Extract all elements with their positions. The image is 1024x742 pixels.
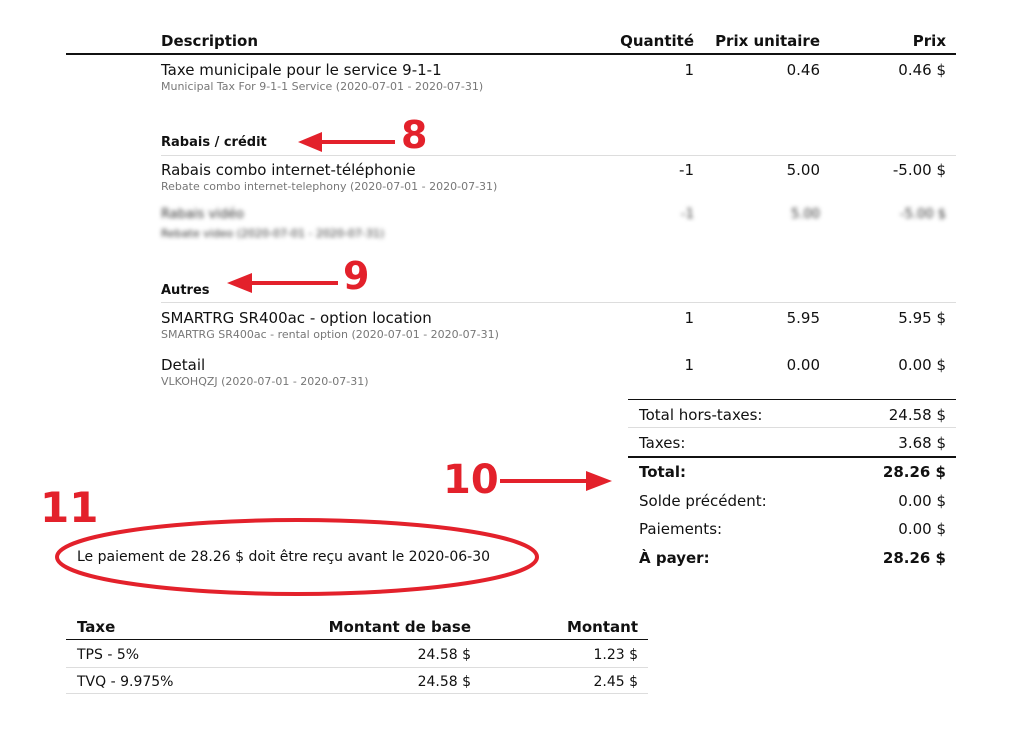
header-price: Prix <box>912 32 946 50</box>
item-title: Rabais combo internet-téléphonie <box>161 161 416 179</box>
section-title-other: Autres <box>161 283 210 298</box>
annotation-label-11: 11 <box>40 483 99 532</box>
item-unit-price: 5.00 <box>786 161 820 179</box>
item-qty: 1 <box>684 309 694 327</box>
tax-base: 24.58 $ <box>417 647 471 663</box>
payments-value: 0.00 $ <box>898 520 946 538</box>
item-subtitle: Municipal Tax For 9-1-1 Service (2020-07-01 - 2020-07-31) <box>161 80 484 93</box>
item-subtitle: SMARTRG SR400ac - rental option (2020-07-01 - 2020-07-31) <box>161 328 499 341</box>
item-qty: -1 <box>679 161 694 179</box>
item-price: 0.00 $ <box>898 356 946 374</box>
annotation-label-9: 9 <box>343 254 370 298</box>
tax-header-amount: Montant <box>566 618 638 636</box>
previous-balance-label: Solde précédent: <box>639 492 767 510</box>
total-value: 28.26 $ <box>882 463 946 481</box>
item-title: Rabais vidéo <box>161 207 244 222</box>
section-title-rebate: Rabais / crédit <box>161 135 267 150</box>
subtotal-value: 24.58 $ <box>888 406 946 424</box>
item-title: Detail <box>161 356 206 374</box>
annotation-arrow-8 <box>298 132 395 152</box>
annotation-label-8: 8 <box>401 113 428 157</box>
tax-name: TVQ - 9.975% <box>77 674 174 690</box>
previous-balance-value: 0.00 $ <box>898 492 946 510</box>
header-unit-price: Prix unitaire <box>715 32 820 50</box>
item-subtitle: VLKOHQZJ (2020-07-01 - 2020-07-31) <box>161 375 369 388</box>
tax-header-base: Montant de base <box>328 618 471 636</box>
item-subtitle: Rebate combo internet-telephony (2020-07-01 - 2020-07-31) <box>161 180 498 193</box>
annotation-ellipse-11 <box>57 520 537 594</box>
taxes-label: Taxes: <box>639 434 686 452</box>
item-title: Taxe municipale pour le service 9-1-1 <box>161 61 442 79</box>
item-qty: 1 <box>684 356 694 374</box>
subtotal-label: Total hors-taxes: <box>639 406 763 424</box>
taxes-value: 3.68 $ <box>898 434 946 452</box>
tax-name: TPS - 5% <box>77 647 140 663</box>
amount-due-value: 28.26 $ <box>882 549 946 567</box>
header-description: Description <box>161 32 259 50</box>
item-unit-price: 5.95 <box>786 309 820 327</box>
item-unit-price: 5.00 <box>791 207 820 222</box>
total-label: Total: <box>639 463 686 481</box>
item-price: -5.00 $ <box>899 207 946 222</box>
payments-label: Paiements: <box>639 520 723 538</box>
item-price: 0.46 $ <box>898 61 946 79</box>
annotation-arrow-9 <box>227 273 338 293</box>
tax-amount: 2.45 $ <box>593 674 638 690</box>
item-subtitle: Rebate video (2020-07-01 - 2020-07-31) <box>161 227 385 240</box>
item-title: SMARTRG SR400ac - option location <box>161 309 432 327</box>
payment-notice: Le paiement de 28.26 $ doit être reçu avant le 2020-06-30 <box>77 549 491 565</box>
item-unit-price: 0.46 <box>786 61 820 79</box>
header-quantity: Quantité <box>620 32 694 50</box>
item-unit-price: 0.00 <box>786 356 820 374</box>
tax-header-name: Taxe <box>77 618 116 636</box>
tax-amount: 1.23 $ <box>593 647 638 663</box>
item-price: 5.95 $ <box>898 309 946 327</box>
amount-due-label: À payer: <box>639 549 710 567</box>
item-qty: -1 <box>681 207 694 222</box>
annotation-label-10: 10 <box>443 457 499 503</box>
tax-base: 24.58 $ <box>417 674 471 690</box>
item-qty: 1 <box>684 61 694 79</box>
annotation-arrow-10 <box>500 471 612 491</box>
item-price: -5.00 $ <box>892 161 946 179</box>
